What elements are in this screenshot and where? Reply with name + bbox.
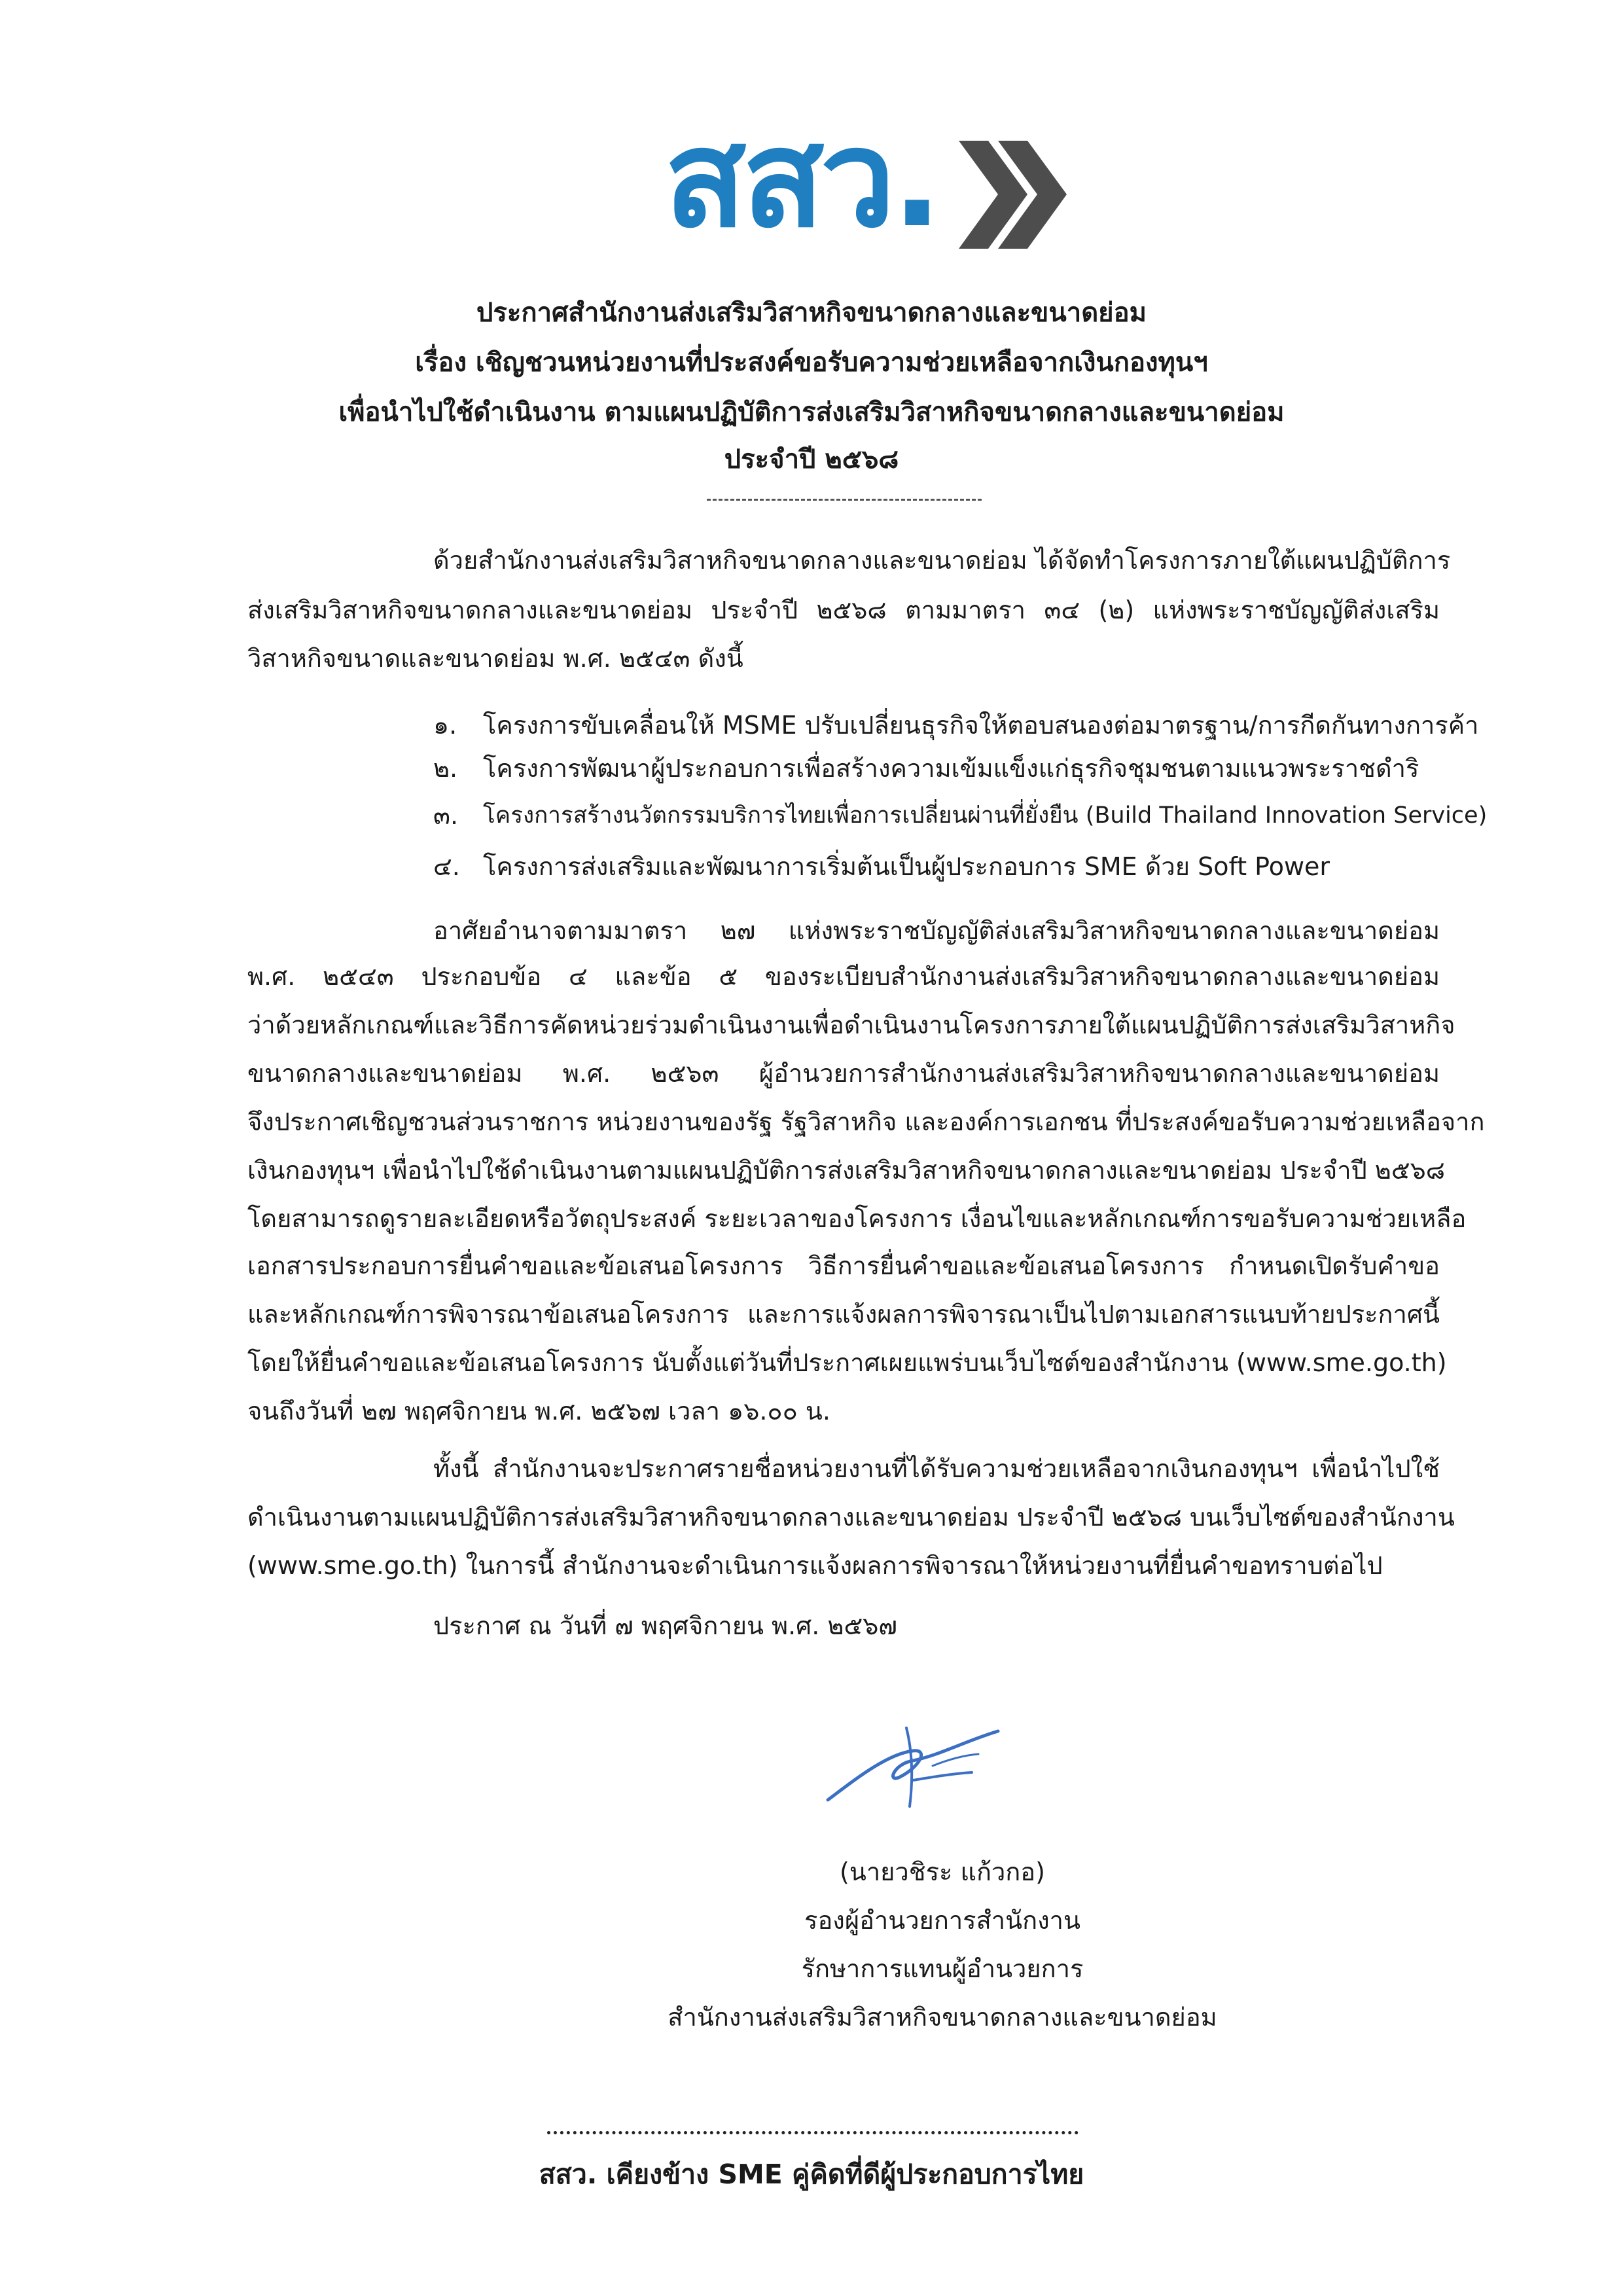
list-item-text: โครงการสร้างนวัตกรรมบริการไทยเพื่อการเปลี่ยนผ่านที่ยั่งยืน (Build Thailand Innovation Service) <box>483 802 1488 829</box>
paragraph-2-line-10: โดยให้ยื่นคำขอและข้อเสนอโครงการ นับตั้งแต่วันที่ประกาศเผยแพร่บนเว็บไซต์ของสำนักงาน (www.sme.go.th) <box>247 1348 1447 1377</box>
paragraph-3-line-1: ทั้งนี้ สำนักงานจะประกาศรายชื่อหน่วยงานที่ได้รับความช่วยเหลือจากเงินกองทุนฯ เพื่อนำไปใช้ <box>433 1454 1440 1483</box>
paragraph-3-line-2: ดำเนินงานตามแผนปฏิบัติการส่งเสริมวิสาหกิจขนาดกลางและขนาดย่อม ประจำปี ๒๕๖๘ บนเว็บไซต์ของสำนักงาน <box>247 1503 1455 1532</box>
paragraph-2-line-3: ว่าด้วยหลักเกณฑ์และวิธีการคัดหน่วยร่วมดำเนินงานเพื่อดำเนินงานโครงการภายใต้แผนปฏิบัติการส่งเสริมวิสาหกิจ <box>247 1011 1455 1039</box>
paragraph-2-line-5: จึงประกาศเชิญชวนส่วนราชการ หน่วยงานของรัฐ รัฐวิสาหกิจ และองค์การเอกชน ที่ประสงค์ขอรับความช่วยเหลือจาก <box>247 1107 1485 1136</box>
paragraph-2-line-8: เอกสารประกอบการยื่นคำขอและข้อเสนอโครงการ วิธีการยื่นคำขอและข้อเสนอโครงการ กำหนดเปิดรับคำขอ <box>247 1251 1440 1280</box>
heading-separator <box>707 499 982 501</box>
paragraph-3-line-3: (www.sme.go.th) ในการนี้ สำนักงานจะดำเนินการแจ้งผลการพิจารณาให้หน่วยงานที่ยื่นคำขอทราบต่อไป <box>247 1551 1383 1580</box>
announcement-subject: เรื่อง เชิญชวนหน่วยงานที่ประสงค์ขอรับความช่วยเหลือจากเงินกองทุนฯ <box>415 348 1208 378</box>
paragraph-1-line-1: ด้วยสำนักงานส่งเสริมวิสาหกิจขนาดกลางและขนาดย่อม ได้จัดทำโครงการภายใต้แผนปฏิบัติการ <box>433 546 1451 575</box>
signatory-position: รองผู้อำนวยการสำนักงาน <box>804 1906 1080 1935</box>
paragraph-2-line-7: โดยสามารถดูรายละเอียดหรือวัตถุประสงค์ ระยะเวลาของโครงการ เงื่อนไขและหลักเกณฑ์การขอรับความช่วยเหลือ <box>247 1204 1467 1233</box>
footer-divider <box>547 2131 1079 2134</box>
footer-slogan: สสว. เคียงข้าง SME คู่คิดที่ดีผู้ประกอบการไทย <box>539 2159 1084 2190</box>
double-chevron-arrow-icon <box>952 137 1070 252</box>
announcement-date: ประกาศ ณ วันที่ ๗ พฤศจิกายน พ.ศ. ๒๕๖๗ <box>433 1611 897 1640</box>
list-item-number: ๓. <box>433 801 459 830</box>
paragraph-2-line-2: พ.ศ. ๒๕๔๓ ประกอบข้อ ๔ และข้อ ๕ ของระเบียบสำนักงานส่งเสริมวิสาหกิจขนาดกลางและขนาดย่อม <box>247 962 1440 991</box>
announcement-title: ประกาศสำนักงานส่งเสริมวิสาหกิจขนาดกลางและขนาดย่อม <box>476 298 1147 328</box>
list-item-number: ๑. <box>433 711 457 740</box>
paragraph-2-line-9: และหลักเกณฑ์การพิจารณาข้อเสนอโครงการ และการแจ้งผลการพิจารณาเป็นไปตามเอกสารแนบท้ายประกาศนี้ <box>247 1300 1440 1329</box>
announcement-subject-cont: เพื่อนำไปใช้ดำเนินงาน ตามแผนปฏิบัติการส่งเสริมวิสาหกิจขนาดกลางและขนาดย่อม <box>338 397 1285 427</box>
paragraph-2-line-11: จนถึงวันที่ ๒๗ พฤศจิกายน พ.ศ. ๒๕๖๗ เวลา ๑๖.๐๐ น. <box>247 1397 830 1426</box>
list-item-text: โครงการขับเคลื่อนให้ MSME ปรับเปลี่ยนธุรกิจให้ตอบสนองต่อมาตรฐาน/การกีดกันทางการค้า <box>483 711 1479 740</box>
list-item-number: ๔. <box>433 852 460 881</box>
paragraph-2-line-1: อาศัยอำนาจตามมาตรา ๒๗ แห่งพระราชบัญญัติส่งเสริมวิสาหกิจขนาดกลางและขนาดย่อม <box>433 916 1440 945</box>
paragraph-2-line-6: เงินกองทุนฯ เพื่อนำไปใช้ดำเนินงานตามแผนปฏิบัติการส่งเสริมวิสาหกิจขนาดกลางและขนาดย่อม ประจำปี ๒๕๖๘ <box>247 1156 1446 1185</box>
signature-mark <box>815 1715 1011 1813</box>
sme-logo <box>664 101 1070 257</box>
paragraph-2-line-4: ขนาดกลางและขนาดย่อม พ.ศ. ๒๕๖๓ ผู้อำนวยการสำนักงานส่งเสริมวิสาหกิจขนาดกลางและขนาดย่อม <box>247 1059 1440 1088</box>
list-item-number: ๒. <box>433 754 458 783</box>
signatory-name: (นายวชิระ แก้วกอ) <box>840 1857 1045 1886</box>
paragraph-1-line-3: วิสาหกิจขนาดและขนาดย่อม พ.ศ. ๒๕๔๓ ดังนี้ <box>247 644 743 673</box>
list-item-text: โครงการส่งเสริมและพัฒนาการเริ่มต้นเป็นผู้ประกอบการ SME ด้วย Soft Power <box>483 852 1330 881</box>
signatory-organization: สำนักงานส่งเสริมวิสาหกิจขนาดกลางและขนาดย่อม <box>668 2003 1217 2032</box>
logo-text: สสว. <box>664 101 939 257</box>
paragraph-1-line-2: ส่งเสริมวิสาหกิจขนาดกลางและขนาดย่อม ประจำปี ๒๕๖๘ ตามมาตรา ๓๔ (๒) แห่งพระราชบัญญัติส่งเสริม <box>247 596 1440 624</box>
announcement-year: ประจำปี ๒๕๖๘ <box>724 444 899 475</box>
list-item-text: โครงการพัฒนาผู้ประกอบการเพื่อสร้างความเข้มแข็งแก่ธุรกิจชุมชนตามแนวพระราชดำริ <box>483 754 1419 783</box>
signatory-acting-position: รักษาการแทนผู้อำนวยการ <box>801 1954 1084 1983</box>
